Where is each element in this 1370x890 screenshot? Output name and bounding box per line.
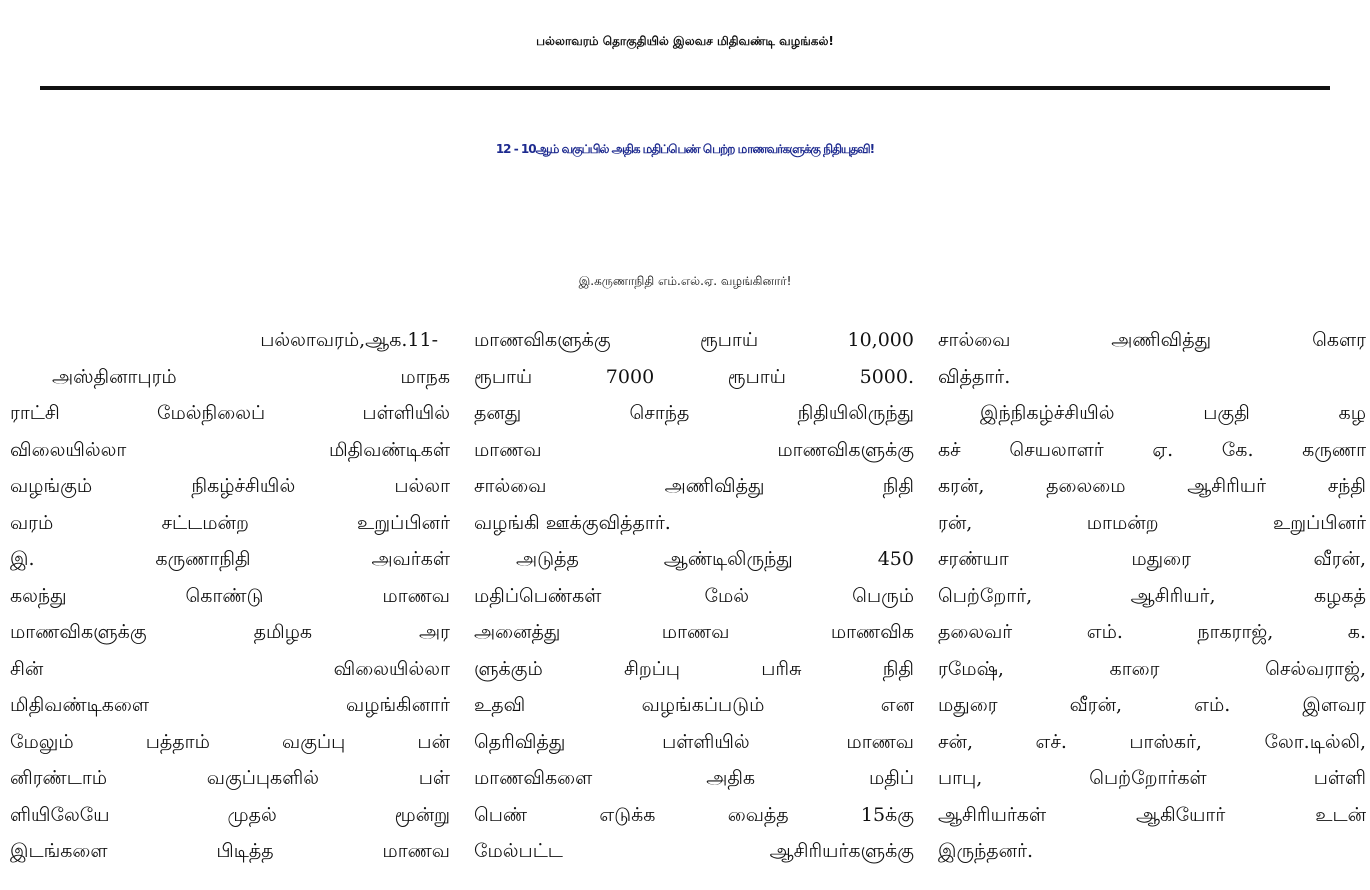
body-line: அடுத்த ஆண்டிலிருந்து 450 [516,548,914,570]
article-headline: 12 - 10ஆம் வகுப்பில் அதிக மதிப்பெண் பெற்ற மாணவர்களுக்கு நிதியுதவி! [495,142,875,156]
body-line: சின் விலையில்லா [10,657,450,680]
body-line: இ. கருணாநிதி அவர்கள் [10,548,450,570]
body-line: மாணவிகளை அதிக மதிப் [474,767,914,789]
kicker-divider [40,86,1330,90]
body-line: பெண் எடுக்க வைத்த 15க்கு [474,803,914,826]
body-line: வித்தார். [938,365,1011,388]
article-column-2 [474,322,914,870]
body-line: இடங்களை பிடித்த மாணவ [10,840,450,862]
body-line: ளியிலேயே முதல் மூன்று [10,803,450,826]
article-column-3 [938,322,1366,870]
body-line: தலைவர் எம். நாகராஜ், க. [938,621,1366,643]
body-line: சால்வை அணிவித்து கௌர [938,329,1366,351]
body-line: விலையில்லா மிதிவண்டிகள் [10,438,450,461]
body-line: ரன், மாமன்ற உறுப்பினர் [938,511,1366,534]
body-line: தனது சொந்த நிதியிலிருந்து [474,402,914,424]
body-line: பாபு, பெற்றோர்கள் பள்ளி [938,767,1366,789]
body-line: மிதிவண்டிகளை வழங்கினார் [10,694,450,716]
body-line: கரன், தலைமை ஆசிரியர் சந்தி [938,475,1366,497]
body-line: னிரண்டாம் வகுப்புகளில் பள் [10,767,450,789]
body-line: பெற்றோர், ஆசிரியர், கழகத் [938,584,1366,607]
body-line: மாணவிகளுக்கு ரூபாய் 10,000 [474,329,914,351]
body-line: வழங்கும் நிகழ்ச்சியில் பல்லா [10,475,450,497]
body-line: சால்வை அணிவித்து நிதி [474,475,914,497]
body-line: கச் செயலாளர் ஏ. கே. கருணா [938,438,1366,461]
body-line: ரூபாய் 7000 ரூபாய் 5000. [474,365,914,388]
body-line: சன், எச். பாஸ்கர், லோ.டில்லி, [938,730,1366,753]
body-line: வரம் சட்டமன்ற உறுப்பினர் [10,511,450,534]
body-line: ஆசிரியர்கள் ஆகியோர் உடன் [938,803,1366,826]
body-line: வழங்கி ஊக்குவித்தார். [474,511,671,534]
body-line: ரமேஷ், காரை செல்வராஜ், [938,657,1366,680]
body-line: மேல்பட்ட ஆசிரியர்களுக்கு [474,840,914,862]
body-line: கலந்து கொண்டு மாணவ [10,584,450,607]
article-kicker: பல்லாவரம் தொகுதியில் இலவச மிதிவண்டி வழங்கல்! [536,34,834,48]
article-column-1 [10,322,450,870]
body-line: தெரிவித்து பள்ளியில் மாணவ [474,730,914,753]
body-line: இருந்தனர். [938,840,1034,862]
body-line: மாணவ மாணவிகளுக்கு [474,438,914,461]
body-line: இந்நிகழ்ச்சியில் பகுதி கழ [980,402,1366,424]
article-subhead: இ.கருணாநிதி எம்.எல்.ஏ. வழங்கினார்! [578,274,792,288]
body-line: ளுக்கும் சிறப்பு பரிசு நிதி [474,657,914,680]
body-line: அஸ்தினாபுரம் மாநக [52,365,450,388]
body-line: ராட்சி மேல்நிலைப் பள்ளியில் [10,402,450,424]
body-line: மாணவிகளுக்கு தமிழக அர [10,621,450,643]
dateline: பல்லாவரம்,ஆக.11- [260,329,438,351]
body-line: மதிப்பெண்கள் மேல் பெரும் [474,584,914,607]
body-line: சரண்யா மதுரை வீரன், [938,548,1366,570]
body-line: மேலும் பத்தாம் வகுப்பு பன் [10,730,450,753]
body-line: அனைத்து மாணவ மாணவிக [474,621,914,643]
body-line: மதுரை வீரன், எம். இளவர [938,694,1366,716]
body-line: உதவி வழங்கப்படும் என [474,694,914,716]
